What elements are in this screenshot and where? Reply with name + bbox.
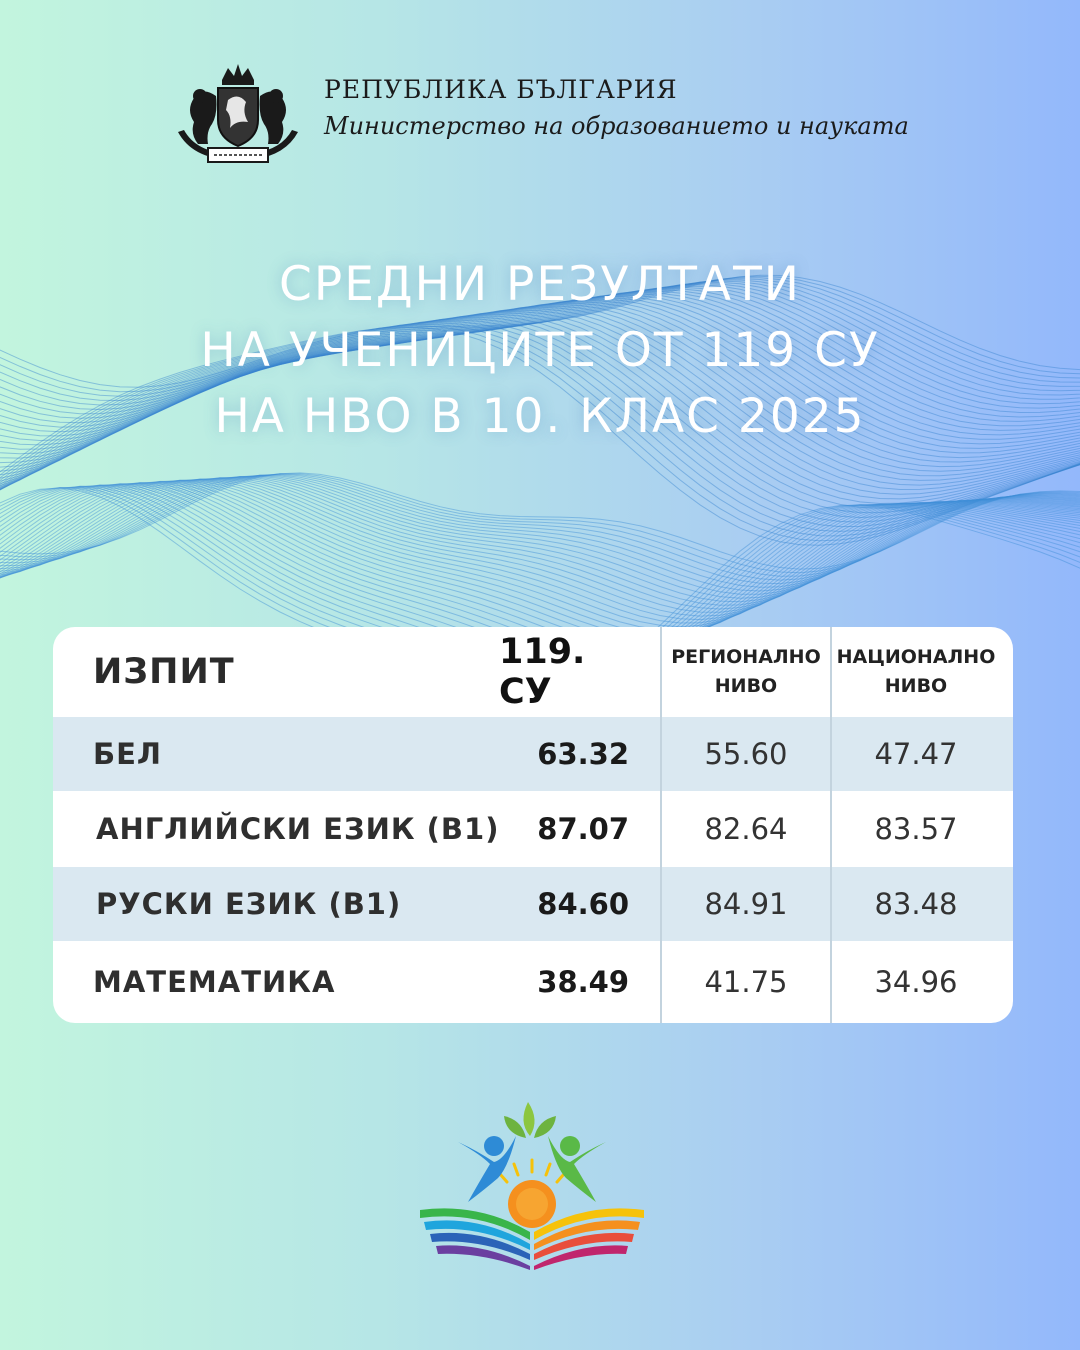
title-line-3: НА НВО В 10. КЛАС 2025: [214, 389, 866, 444]
exam-name: МАТЕМАТИКА: [93, 965, 336, 999]
header-regional-line-2: НИВО: [714, 675, 778, 697]
table-row: [53, 867, 1013, 941]
header-regional: [671, 643, 821, 701]
regional-score: 55.60: [704, 737, 788, 771]
regional-score: 82.64: [704, 812, 788, 846]
header-regional-line-1: РЕГИОНАЛНО: [671, 646, 821, 668]
title-line-1: СРЕДНИ РЕЗУЛТАТИ: [279, 257, 801, 312]
header-national-line-1: НАЦИОНАЛНО: [836, 646, 996, 668]
ministry-header: [172, 62, 932, 172]
school-score: 84.60: [537, 887, 629, 921]
column-divider: [830, 627, 832, 1023]
results-table: [53, 627, 1013, 1023]
header-exam: ИЗПИТ: [93, 652, 235, 692]
coat-of-arms-icon: [172, 62, 304, 170]
table-header-row: [53, 627, 1013, 717]
header-national: [837, 643, 996, 701]
exam-name: АНГЛИЙСКИ ЕЗИК (В1): [96, 812, 500, 846]
table-row: [53, 941, 1013, 1023]
school-score: 63.32: [537, 737, 629, 771]
school-score: 87.07: [537, 812, 629, 846]
national-score: 83.48: [874, 887, 958, 921]
regional-score: 84.91: [704, 887, 788, 921]
school-logo-icon: [418, 1098, 646, 1276]
org-ministry-name: Министерство на образованието и науката: [324, 112, 909, 140]
header-national-line-2: НИВО: [884, 675, 948, 697]
national-score: 47.47: [874, 737, 958, 771]
title-line-2: НА УЧЕНИЦИТЕ ОТ 119 СУ: [200, 323, 880, 378]
regional-score: 41.75: [704, 965, 788, 999]
page-title: [0, 252, 1080, 450]
org-country-name: РЕПУБЛИКА БЪЛГАРИЯ: [324, 75, 678, 104]
school-score: 38.49: [537, 965, 629, 999]
national-score: 83.57: [874, 812, 958, 846]
table-row: [53, 717, 1013, 791]
header-school: 119. СУ: [499, 632, 586, 712]
exam-name: БЕЛ: [93, 737, 163, 771]
column-divider: [660, 627, 662, 1023]
exam-name: РУСКИ ЕЗИК (В1): [96, 887, 402, 921]
table-row: [53, 791, 1013, 867]
national-score: 34.96: [874, 965, 958, 999]
